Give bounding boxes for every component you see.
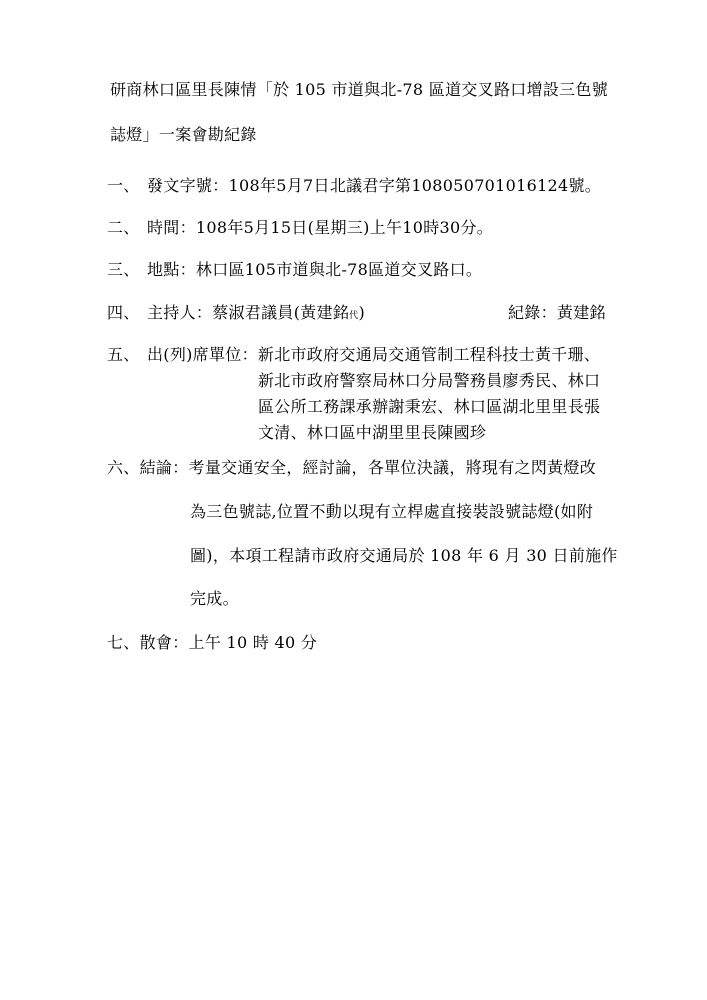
conclusion-line-1: 考量交通安全，經討論，各單位決議，將現有之閃黃燈改: [188, 458, 597, 477]
item-value: 108年5月15日(星期三)上午10時30分。: [195, 218, 494, 237]
item-number: 四、: [107, 303, 140, 322]
attendees-line-1: 新北市政府交通局交通管制工程科技士黃千珊、: [257, 345, 601, 364]
item-recorder: 紀錄：黃建銘: [508, 303, 606, 322]
conclusion-line-3: 圖)，本項工程請市政府交通局於 108 年 6 月 30 日前施作: [190, 546, 618, 565]
item-conclusion: [107, 457, 596, 479]
item-value: 108年5月7日北議君字第108050701016124號。: [228, 176, 602, 195]
item-adjourn: [107, 632, 317, 654]
item-label: 出(列)席單位：: [147, 345, 258, 364]
item-label: 時間：: [147, 218, 196, 237]
item-label: 主持人：: [147, 303, 213, 322]
item-number: 二、: [107, 218, 140, 237]
item-host: [107, 302, 365, 327]
item-value-end: ): [358, 303, 366, 322]
item-label: 結論：: [139, 458, 189, 477]
item-time: [107, 217, 493, 239]
item-label: 散會：: [139, 633, 189, 652]
document-title-line-2: 誌燈」一案會勘紀錄: [110, 125, 257, 144]
attendees-line-4: 文清、林口區中湖里里長陳國珍: [258, 423, 487, 442]
item-value-small: 代: [349, 311, 359, 321]
item-number: 一、: [107, 176, 140, 195]
document-title-line-1: 研商林口區里長陳情「於 105 市道與北-78 區道交叉路口增設三色號: [110, 80, 609, 99]
attendees-line-3: 區公所工務課承辦謝秉宏、林口區湖北里里長張: [258, 397, 601, 416]
item-number: 五、: [107, 345, 140, 364]
conclusion-line-2: 為三色號誌,位置不動以現有立桿處直接裝設號誌燈(如附: [190, 502, 594, 521]
item-label: 發文字號：: [147, 176, 229, 195]
item-label: 地點：: [147, 260, 196, 279]
item-issue-number: [107, 175, 601, 197]
item-value: 蔡淑君議員(黃建銘: [212, 303, 350, 322]
attendees-line-2: 新北市政府警察局林口分局警務員廖秀民、林口: [258, 371, 601, 390]
item-number: 七、: [107, 633, 140, 652]
item-number: 六、: [107, 458, 140, 477]
item-attendees: [107, 344, 600, 366]
item-value: 林口區105市道與北-78區道交叉路口。: [195, 260, 483, 279]
item-location: [107, 259, 482, 281]
item-value: 上午 10 時 40 分: [188, 633, 318, 652]
conclusion-line-4: 完成。: [190, 589, 239, 608]
item-number: 三、: [107, 260, 140, 279]
